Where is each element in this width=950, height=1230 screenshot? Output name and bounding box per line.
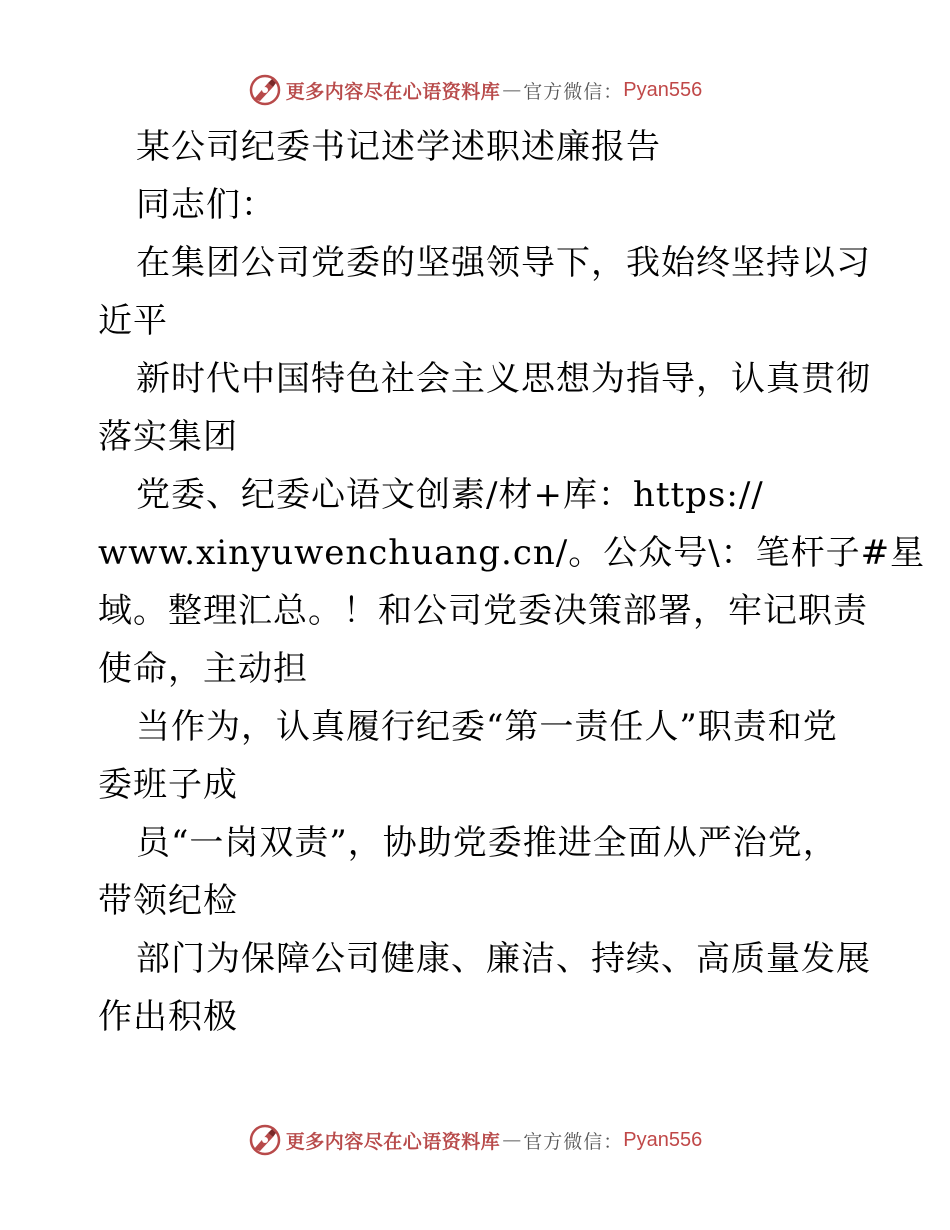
paragraph-line: www.xinyuwenchuang.cn/。公众号\：笔杆子#星 [98, 533, 926, 573]
banner-lead-text: 更多内容尽在心语资料库 [285, 1130, 501, 1153]
paragraph-line: 使命，主动担 [98, 649, 308, 689]
paragraph-line: 在集团公司党委的坚强领导下，我始终坚持以习 [136, 243, 871, 283]
pen-logo-icon [248, 1123, 282, 1157]
pen-logo-icon [248, 73, 282, 107]
footer-banner [0, 1120, 950, 1160]
paragraph-line: 新时代中国特色社会主义思想为指导，认真贯彻 [136, 359, 871, 399]
paragraph-line: 落实集团 [98, 417, 238, 457]
paragraph-line: 带领纪检 [98, 881, 238, 921]
document-title: 某公司纪委书记述学述职述廉报告 [136, 127, 661, 167]
paragraph-line: 当作为，认真履行纪委“第一责任人”职责和党 [136, 707, 838, 747]
paragraph-line: 党委、纪委心语文创素/材+库：https:// [136, 475, 764, 515]
paragraph-line: 域。整理汇总。！和公司党委决策部署，牢记职责 [98, 591, 868, 631]
banner-lead-text: 更多内容尽在心语资料库 [285, 80, 501, 103]
banner-wechat-id: Pyan556 [623, 78, 703, 101]
document-salutation: 同志们： [136, 185, 276, 225]
banner-wechat-label: 官方微信： [523, 1130, 624, 1153]
paragraph-line: 员“一岗双责”，协助党委推进全面从严治党， [136, 823, 838, 863]
header-banner [0, 70, 950, 110]
paragraph-line: 近平 [98, 301, 168, 341]
paragraph-line: 部门为保障公司健康、廉洁、持续、高质量发展 [136, 939, 871, 979]
paragraph-line: 委班子成 [98, 765, 238, 805]
banner-separator: — [502, 1129, 522, 1151]
paragraph-line: 作出积极 [98, 997, 238, 1037]
banner-wechat-id: Pyan556 [623, 1128, 703, 1151]
document-body [98, 118, 926, 1046]
banner-separator: — [502, 79, 522, 101]
banner-wechat-label: 官方微信： [523, 80, 624, 103]
